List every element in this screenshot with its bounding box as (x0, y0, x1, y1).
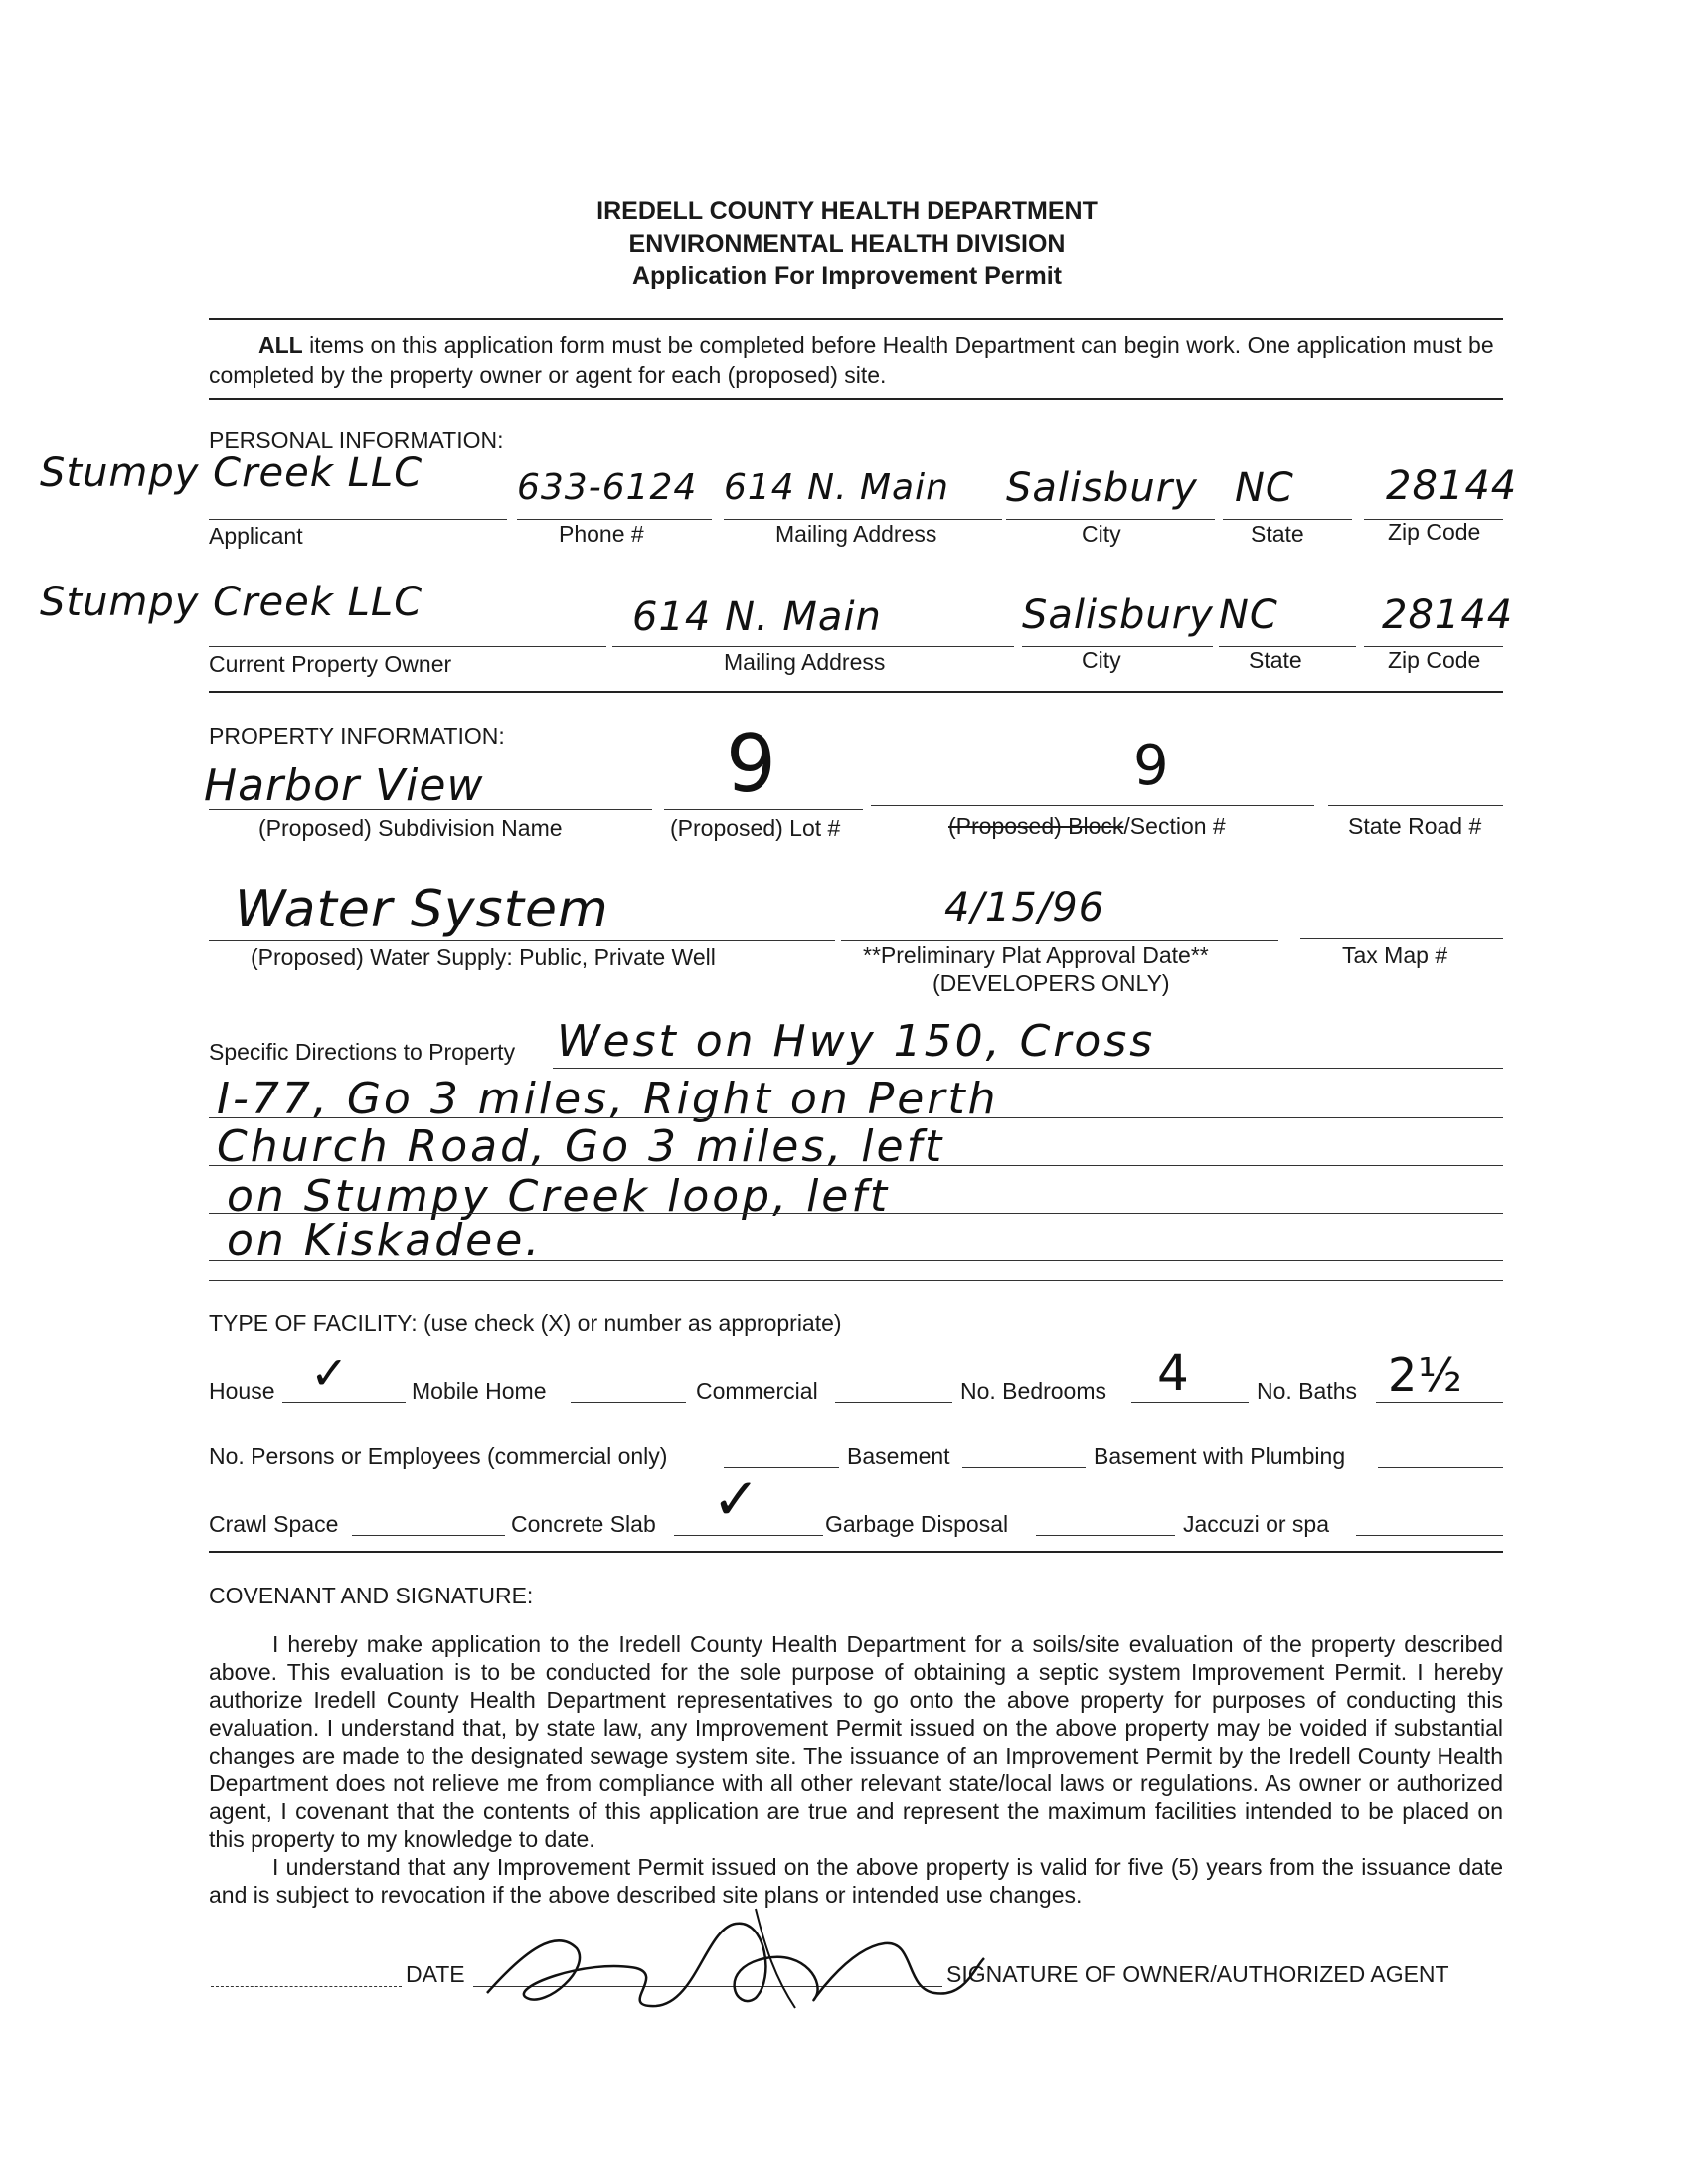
bedrooms-value: 4 (1157, 1344, 1190, 1402)
commercial-line (835, 1402, 952, 1403)
directions-line-2: I-77, Go 3 miles, Right on Perth (217, 1074, 999, 1124)
house-label: House (209, 1378, 275, 1404)
zip-label: Zip Code (1388, 519, 1481, 545)
divider (209, 691, 1503, 693)
crawl-space-line (352, 1535, 505, 1536)
header-form-title: Application For Improvement Permit (631, 262, 1062, 290)
directions-line-4: on Stumpy Creek loop, left (227, 1171, 891, 1222)
garbage-disposal-label: Garbage Disposal (825, 1511, 1009, 1537)
directions-rule (553, 1068, 1503, 1069)
owner-label: Current Property Owner (209, 651, 452, 677)
facility-heading: TYPE OF FACILITY: (use check (X) or number as appropriate) (209, 1310, 842, 1336)
divider (209, 1551, 1503, 1553)
phone-line (517, 519, 712, 520)
applicant-line (209, 519, 507, 520)
owner-mailing-line (612, 646, 1014, 647)
directions-line-1: West on Hwy 150, Cross (557, 1016, 1156, 1067)
divider (209, 318, 1503, 320)
owner-zip-value: 28144 (1382, 592, 1514, 638)
instructions-bold: ALL (258, 332, 303, 358)
basement-plumbing-line (1378, 1467, 1503, 1468)
directions-label: Specific Directions to Property (209, 1039, 516, 1065)
garbage-disposal-line (1036, 1535, 1175, 1536)
mailing-line (724, 519, 1002, 520)
jacuzzi-label: Jaccuzi or spa (1183, 1511, 1330, 1537)
owner-zip-label: Zip Code (1388, 647, 1481, 673)
jacuzzi-line (1356, 1535, 1503, 1536)
covenant-heading: COVENANT AND SIGNATURE: (209, 1583, 534, 1608)
directions-line-3: Church Road, Go 3 miles, left (217, 1121, 945, 1172)
water-supply-line (209, 940, 835, 941)
divider (209, 398, 1503, 400)
subdivision-line (209, 809, 652, 810)
header-division: ENVIRONMENTAL HEALTH DIVISION (628, 230, 1066, 257)
subdivision-value: Harbor View (204, 760, 484, 811)
directions-rule (209, 1280, 1503, 1281)
city-value: Salisbury (1006, 465, 1198, 511)
owner-city-label: City (1082, 647, 1121, 673)
plat-date-value: 4/15/96 (944, 885, 1105, 930)
mobile-home-line (571, 1402, 686, 1403)
instructions-text: items on this application form must be completed before Health Department can begin work. One application must be completed by the property owner or agent for each (proposed) site. (209, 332, 1494, 388)
baths-label: No. Baths (1257, 1378, 1357, 1404)
tax-map-line (1300, 938, 1503, 939)
developers-only-label: (DEVELOPERS ONLY) (932, 970, 1170, 996)
house-check-mark: ✓ (310, 1346, 349, 1400)
mailing-label: Mailing Address (775, 521, 937, 547)
zip-value: 28144 (1386, 463, 1518, 509)
directions-rule (209, 1165, 1503, 1166)
plat-date-line (841, 940, 1278, 941)
basement-label: Basement (847, 1443, 950, 1469)
applicant-label: Applicant (209, 523, 303, 549)
date-label: DATE (406, 1961, 465, 1987)
instructions (209, 330, 1503, 390)
owner-mailing-value: 614 N. Main (632, 594, 882, 640)
concrete-slab-label: Concrete Slab (511, 1511, 656, 1537)
covenant-paragraph-2: I understand that any Improvement Permit issued on the above property is valid for five (5) years from the issuance date and is subject to revocation if the above described site plans or intended use changes. (209, 1854, 1503, 1908)
city-label: City (1082, 521, 1121, 547)
water-supply-label: (Proposed) Water Supply: Public, Private Well (251, 944, 716, 970)
lot-label: (Proposed) Lot # (670, 815, 841, 841)
header-department: IREDELL COUNTY HEALTH DEPARTMENT (596, 197, 1098, 225)
personal-heading: PERSONAL INFORMATION: (209, 427, 504, 453)
concrete-slab-check-mark: ✓ (712, 1465, 761, 1533)
directions-rule (209, 1260, 1503, 1261)
mailing-value: 614 N. Main (724, 467, 949, 508)
section-label (948, 813, 1226, 840)
owner-city-value: Salisbury (1022, 592, 1214, 638)
owner-line (209, 646, 606, 647)
bedrooms-label: No. Bedrooms (960, 1378, 1107, 1404)
phone-value: 633-6124 (517, 467, 698, 508)
handwritten-signature (467, 1889, 1004, 2018)
tax-map-label: Tax Map # (1342, 942, 1448, 968)
plat-date-label: **Preliminary Plat Approval Date** (863, 942, 1209, 968)
baths-line (1376, 1402, 1503, 1403)
property-heading: PROPERTY INFORMATION: (209, 723, 505, 749)
state-road-label: State Road # (1348, 813, 1482, 839)
phone-label: Phone # (559, 521, 644, 547)
persons-label: No. Persons or Employees (commercial only) (209, 1443, 668, 1469)
owner-value: Stumpy Creek LLC (40, 580, 424, 625)
directions-rule (209, 1213, 1503, 1214)
mobile-home-label: Mobile Home (412, 1378, 547, 1404)
owner-state-label: State (1249, 647, 1302, 673)
block-label-struck: (Proposed) Block (948, 813, 1124, 839)
state-label: State (1251, 521, 1304, 547)
section-value: 9 (1133, 734, 1170, 798)
crawl-space-label: Crawl Space (209, 1511, 339, 1537)
subdivision-label: (Proposed) Subdivision Name (258, 815, 563, 841)
section-label-text: /Section # (1123, 813, 1226, 839)
signature-label: SIGNATURE OF OWNER/AUTHORIZED AGENT (946, 1961, 1449, 1987)
city-line (1006, 519, 1215, 520)
section-line (871, 805, 1314, 806)
lot-line (664, 809, 863, 810)
house-line (282, 1402, 406, 1403)
water-supply-value: Water System (235, 880, 609, 939)
applicant-value: Stumpy Creek LLC (40, 450, 424, 496)
state-road-line (1328, 805, 1503, 806)
basement-plumbing-label: Basement with Plumbing (1094, 1443, 1346, 1469)
date-line (211, 1986, 402, 1987)
concrete-slab-line (674, 1535, 823, 1536)
baths-value: 2½ (1388, 1348, 1463, 1402)
covenant-paragraph-1: I hereby make application to the Iredell County Health Department for a soils/site evaluation of the property described above. This evaluation is to be conducted for the sole purpose of obtaining a septic system Improvement Permit. I hereby authorize Iredell County Health Department representatives to go onto the above property for purposes of conducting this evaluation. I understand that, by state law, any Improvement Permit issued on the above property may be voided if substantial changes are made to the designated sewage system site. The issuance of an Improvement Permit by the Iredell County Health Department does not relieve me from compliance with all other relevant state/local laws or regulations. As owner or authorized agent, I covenant that the contents of this application are true and represent the maximum facilities intended to be placed on this property to my knowledge to date. (209, 1631, 1503, 1852)
lot-value: 9 (726, 718, 777, 810)
state-value: NC (1235, 465, 1294, 511)
commercial-label: Commercial (696, 1378, 818, 1404)
state-line (1223, 519, 1352, 520)
covenant-text (209, 1630, 1503, 1909)
directions-rule (209, 1117, 1503, 1118)
basement-line (962, 1467, 1086, 1468)
owner-state-value: NC (1219, 592, 1278, 638)
bedrooms-line (1131, 1402, 1249, 1403)
directions-line-5: on Kiskadee. (227, 1215, 543, 1265)
owner-mailing-label: Mailing Address (724, 649, 886, 675)
